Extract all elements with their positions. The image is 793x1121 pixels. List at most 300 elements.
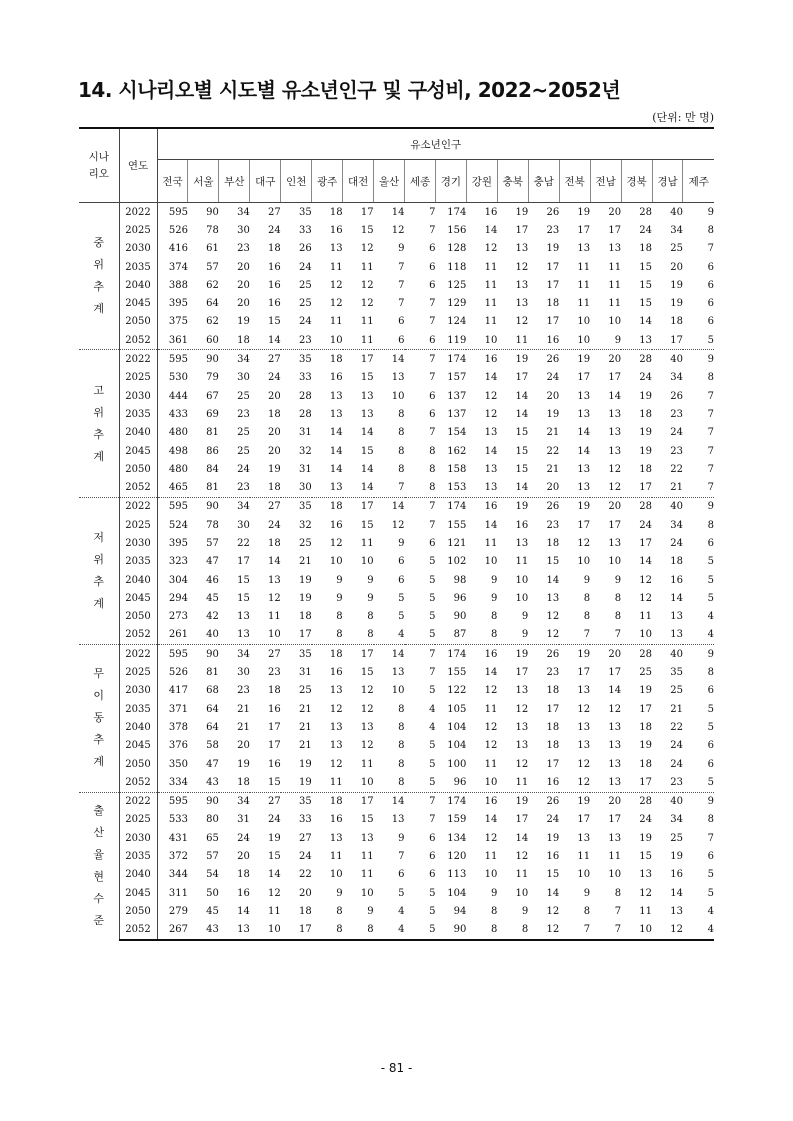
scenario-char: 계 <box>93 596 105 610</box>
value-cell: 174 <box>435 792 466 811</box>
page-title: 14. 시나리오별 시도별 유소년인구 및 구성비, 2022~2052년 <box>78 78 621 102</box>
value-cell: 10 <box>621 921 652 940</box>
value-cell: 6 <box>398 316 405 328</box>
scenario-char: 무 <box>93 667 105 681</box>
value-cell: 14 <box>374 497 405 516</box>
value-cell: 34 <box>219 497 250 516</box>
value-cell: 21 <box>298 740 312 752</box>
value-cell: 57 <box>206 261 219 273</box>
value-cell: 96 <box>453 776 467 788</box>
value-cell: 8 <box>614 887 622 899</box>
region-header-cell: 울산 <box>374 160 405 203</box>
value-cell: 13 <box>329 832 343 844</box>
value-cell: 19 <box>497 203 528 222</box>
value-cell: 20 <box>546 482 560 494</box>
value-cell: 19 <box>268 832 281 844</box>
value-cell: 7 <box>405 497 436 516</box>
value-cell: 32 <box>298 445 312 457</box>
value-cell: 118 <box>447 261 467 273</box>
value-cell: 21 <box>670 703 683 715</box>
value-cell: 8 <box>398 703 405 715</box>
value-cell: 6 <box>707 279 714 291</box>
value-cell: 10 <box>484 869 498 881</box>
value-cell: 154 <box>447 427 467 439</box>
table-row <box>79 811 714 829</box>
table-row <box>79 478 714 497</box>
value-cell: 19 <box>559 350 590 369</box>
value-cell: 12 <box>515 703 529 715</box>
value-cell: 35 <box>670 667 683 679</box>
value-cell: 8 <box>398 740 405 752</box>
value-cell: 14 <box>360 427 374 439</box>
value-cell: 14 <box>515 390 529 402</box>
value-cell: 28 <box>621 645 652 664</box>
value-cell: 17 <box>639 703 652 715</box>
value-cell: 62 <box>206 279 219 291</box>
value-cell: 13 <box>484 463 498 475</box>
year-cell: 2035 <box>119 553 157 571</box>
value-cell: 595 <box>157 203 188 222</box>
value-cell: 18 <box>639 758 652 770</box>
value-cell: 19 <box>497 497 528 516</box>
region-header-cell: 경북 <box>621 160 652 203</box>
value-cell: 8 <box>490 611 498 623</box>
value-cell: 378 <box>168 721 188 733</box>
value-cell: 524 <box>168 519 188 531</box>
value-cell: 14 <box>484 667 498 679</box>
value-cell: 19 <box>639 445 652 457</box>
value-cell: 162 <box>447 445 467 457</box>
value-cell: 595 <box>157 645 188 664</box>
value-cell: 24 <box>670 740 683 752</box>
value-cell: 14 <box>374 792 405 811</box>
value-cell: 26 <box>528 645 559 664</box>
value-cell: 16 <box>515 519 529 531</box>
value-cell: 11 <box>484 261 498 273</box>
value-cell: 480 <box>168 463 188 475</box>
value-cell: 60 <box>206 334 219 346</box>
year-cell: 2040 <box>119 571 157 589</box>
value-cell: 17 <box>639 537 652 549</box>
value-cell: 595 <box>157 497 188 516</box>
value-cell: 304 <box>168 574 188 586</box>
year-cell: 2035 <box>119 405 157 423</box>
value-cell: 17 <box>639 482 652 494</box>
value-cell: 12 <box>608 703 622 715</box>
value-cell: 47 <box>206 758 219 770</box>
value-cell: 8 <box>490 905 498 917</box>
region-header-cell: 서울 <box>188 160 219 203</box>
value-cell: 4 <box>374 921 405 940</box>
value-cell: 16 <box>268 261 281 273</box>
value-cell: 395 <box>168 298 188 310</box>
value-cell: 31 <box>298 427 312 439</box>
value-cell: 102 <box>447 556 467 568</box>
value-cell: 17 <box>577 814 591 826</box>
value-cell: 444 <box>168 390 188 402</box>
value-cell: 23 <box>546 519 560 531</box>
value-cell: 8 <box>398 758 405 770</box>
value-cell: 17 <box>343 350 374 369</box>
table-header <box>79 128 714 203</box>
value-cell: 7 <box>707 463 714 475</box>
value-cell: 7 <box>398 298 405 310</box>
value-cell: 6 <box>398 334 405 346</box>
year-cell: 2025 <box>119 516 157 534</box>
value-cell: 155 <box>447 667 467 679</box>
value-cell: 6 <box>707 298 714 310</box>
value-cell: 6 <box>707 685 714 697</box>
value-cell: 13 <box>608 427 622 439</box>
value-cell: 17 <box>608 224 622 236</box>
value-cell: 16 <box>329 224 343 236</box>
value-cell: 5 <box>429 592 436 604</box>
value-cell: 68 <box>206 685 219 697</box>
value-cell: 17 <box>268 740 281 752</box>
value-cell: 13 <box>639 869 652 881</box>
value-cell: 8 <box>312 921 343 940</box>
value-cell: 16 <box>670 574 683 586</box>
value-cell: 174 <box>435 203 466 222</box>
table-row <box>79 240 714 258</box>
scenario-char: 준 <box>93 914 105 928</box>
table-row <box>79 792 714 811</box>
value-cell: 58 <box>206 740 219 752</box>
value-cell: 8 <box>707 814 714 826</box>
region-header-cell: 대전 <box>343 160 374 203</box>
value-cell: 80 <box>206 814 219 826</box>
value-cell: 98 <box>453 574 467 586</box>
value-cell: 20 <box>590 350 621 369</box>
value-cell: 12 <box>546 611 560 623</box>
table-row <box>79 516 714 534</box>
value-cell: 20 <box>298 887 312 899</box>
region-header-cell: 부산 <box>219 160 250 203</box>
table-row <box>79 884 714 902</box>
value-cell: 7 <box>398 261 405 273</box>
value-cell: 5 <box>429 611 436 623</box>
value-cell: 34 <box>219 792 250 811</box>
value-cell: 24 <box>268 224 281 236</box>
value-cell: 67 <box>206 390 219 402</box>
value-cell: 35 <box>281 645 312 664</box>
value-cell: 15 <box>268 776 281 788</box>
value-cell: 18 <box>268 408 281 420</box>
scenario-char: 추 <box>93 280 105 294</box>
value-cell: 8 <box>398 721 405 733</box>
value-cell: 11 <box>608 298 622 310</box>
value-cell: 12 <box>515 261 529 273</box>
value-cell: 28 <box>621 497 652 516</box>
value-cell: 11 <box>360 869 374 881</box>
value-cell: 155 <box>447 519 467 531</box>
value-cell: 7 <box>429 372 436 384</box>
value-cell: 17 <box>515 667 529 679</box>
value-cell: 15 <box>268 316 281 328</box>
value-cell: 7 <box>429 667 436 679</box>
value-cell: 11 <box>360 537 374 549</box>
year-cell: 2052 <box>119 921 157 940</box>
value-cell: 4 <box>707 629 714 641</box>
table-row <box>79 921 714 940</box>
value-cell: 12 <box>360 243 374 255</box>
value-cell: 10 <box>577 556 591 568</box>
value-cell: 23 <box>237 408 250 420</box>
value-cell: 11 <box>484 851 498 863</box>
year-cell: 2022 <box>119 645 157 664</box>
value-cell: 27 <box>298 832 312 844</box>
value-cell: 30 <box>237 224 250 236</box>
value-cell: 9 <box>683 645 714 664</box>
value-cell: 104 <box>447 740 467 752</box>
value-cell: 50 <box>206 887 219 899</box>
value-cell: 21 <box>237 703 250 715</box>
value-cell: 17 <box>577 519 591 531</box>
value-cell: 19 <box>639 390 652 402</box>
value-cell: 25 <box>237 390 250 402</box>
value-cell: 21 <box>298 556 312 568</box>
value-cell: 14 <box>329 427 343 439</box>
value-cell: 267 <box>157 921 188 940</box>
value-cell: 10 <box>391 685 405 697</box>
value-cell: 5 <box>429 685 436 697</box>
value-cell: 18 <box>237 869 250 881</box>
value-cell: 30 <box>298 482 312 494</box>
value-cell: 10 <box>608 556 622 568</box>
value-cell: 15 <box>546 556 560 568</box>
value-cell: 81 <box>206 427 219 439</box>
value-cell: 4 <box>398 905 405 917</box>
value-cell: 19 <box>237 758 250 770</box>
year-cell: 2022 <box>119 497 157 516</box>
value-cell: 9 <box>367 574 374 586</box>
value-cell: 65 <box>206 832 219 844</box>
value-cell: 81 <box>206 667 219 679</box>
value-cell: 57 <box>206 537 219 549</box>
value-cell: 8 <box>614 592 622 604</box>
value-cell: 24 <box>237 832 250 844</box>
value-cell: 526 <box>168 667 188 679</box>
value-cell: 21 <box>298 721 312 733</box>
value-cell: 15 <box>360 372 374 384</box>
value-cell: 96 <box>453 592 467 604</box>
value-cell: 9 <box>521 611 529 623</box>
value-cell: 7 <box>405 203 436 222</box>
value-cell: 12 <box>329 537 343 549</box>
value-cell: 13 <box>515 537 529 549</box>
value-cell: 12 <box>639 574 652 586</box>
value-cell: 12 <box>391 519 405 531</box>
value-cell: 6 <box>398 869 405 881</box>
value-cell: 12 <box>484 243 498 255</box>
value-cell: 7 <box>707 427 714 439</box>
value-cell: 90 <box>453 611 467 623</box>
value-cell: 27 <box>250 350 281 369</box>
value-cell: 11 <box>577 279 591 291</box>
value-cell: 90 <box>188 350 219 369</box>
table-row <box>79 829 714 847</box>
value-cell: 84 <box>206 463 219 475</box>
value-cell: 13 <box>577 390 591 402</box>
value-cell: 16 <box>329 814 343 826</box>
value-cell: 14 <box>374 350 405 369</box>
value-cell: 16 <box>466 792 497 811</box>
value-cell: 6 <box>429 869 436 881</box>
year-cell: 2035 <box>119 847 157 865</box>
value-cell: 13 <box>237 611 250 623</box>
value-cell: 19 <box>639 427 652 439</box>
value-cell: 16 <box>268 279 281 291</box>
value-cell: 13 <box>329 408 343 420</box>
value-cell: 113 <box>447 869 467 881</box>
value-cell: 34 <box>219 645 250 664</box>
table-row <box>79 460 714 478</box>
value-cell: 18 <box>298 905 312 917</box>
value-cell: 11 <box>484 298 498 310</box>
value-cell: 24 <box>546 814 560 826</box>
table-row <box>79 718 714 736</box>
value-cell: 25 <box>670 685 683 697</box>
value-cell: 8 <box>429 463 436 475</box>
value-cell: 17 <box>343 792 374 811</box>
scenario-char: 계 <box>93 302 105 316</box>
value-cell: 6 <box>429 279 436 291</box>
value-cell: 13 <box>237 629 250 641</box>
value-cell: 4 <box>707 611 714 623</box>
value-cell: 27 <box>250 203 281 222</box>
value-cell: 125 <box>447 279 467 291</box>
value-cell: 15 <box>639 298 652 310</box>
region-header-cell: 인천 <box>281 160 312 203</box>
table-row <box>79 847 714 865</box>
year-cell: 2050 <box>119 755 157 773</box>
value-cell: 8 <box>398 463 405 475</box>
value-cell: 21 <box>237 721 250 733</box>
value-cell: 8 <box>707 224 714 236</box>
year-cell: 2045 <box>119 737 157 755</box>
value-cell: 13 <box>391 814 405 826</box>
value-cell: 8 <box>398 427 405 439</box>
value-cell: 12 <box>484 721 498 733</box>
value-cell: 344 <box>168 869 188 881</box>
value-cell: 28 <box>298 408 312 420</box>
value-cell: 6 <box>429 261 436 273</box>
value-cell: 13 <box>608 721 622 733</box>
value-cell: 4 <box>398 629 405 641</box>
value-cell: 323 <box>168 556 188 568</box>
value-cell: 14 <box>268 556 281 568</box>
year-cell: 2050 <box>119 608 157 626</box>
value-cell: 18 <box>237 334 250 346</box>
value-cell: 19 <box>639 740 652 752</box>
value-cell: 10 <box>360 776 374 788</box>
value-cell: 395 <box>168 537 188 549</box>
value-cell: 14 <box>515 482 529 494</box>
value-cell: 18 <box>268 243 281 255</box>
value-cell: 371 <box>168 703 188 715</box>
scenario-cell <box>79 497 119 644</box>
region-header-cell: 경기 <box>435 160 466 203</box>
value-cell: 10 <box>391 390 405 402</box>
value-cell: 18 <box>298 611 312 623</box>
table-row <box>79 571 714 589</box>
value-cell: 5 <box>707 887 714 899</box>
value-cell: 12 <box>577 758 591 770</box>
value-cell: 13 <box>670 905 683 917</box>
year-cell: 2030 <box>119 387 157 405</box>
value-cell: 13 <box>515 298 529 310</box>
value-cell: 17 <box>546 261 560 273</box>
value-cell: 9 <box>521 629 529 641</box>
value-cell: 10 <box>329 556 343 568</box>
header-year: 연도 <box>119 128 157 203</box>
value-cell: 13 <box>329 721 343 733</box>
value-cell: 15 <box>515 463 529 475</box>
value-cell: 159 <box>447 814 467 826</box>
value-cell: 8 <box>707 519 714 531</box>
value-cell: 47 <box>206 556 219 568</box>
value-cell: 14 <box>639 556 652 568</box>
value-cell: 20 <box>237 740 250 752</box>
value-cell: 13 <box>670 629 683 641</box>
value-cell: 104 <box>447 887 467 899</box>
value-cell: 22 <box>670 463 683 475</box>
value-cell: 10 <box>360 887 374 899</box>
value-cell: 8 <box>614 611 622 623</box>
value-cell: 11 <box>515 334 529 346</box>
value-cell: 14 <box>329 463 343 475</box>
value-cell: 17 <box>577 224 591 236</box>
value-cell: 40 <box>206 629 219 641</box>
value-cell: 11 <box>608 261 622 273</box>
value-cell: 64 <box>206 298 219 310</box>
value-cell: 5 <box>707 556 714 568</box>
value-cell: 12 <box>528 921 559 940</box>
scenario-char: 동 <box>93 711 105 725</box>
value-cell: 20 <box>590 497 621 516</box>
value-cell: 7 <box>707 832 714 844</box>
value-cell: 14 <box>374 645 405 664</box>
year-cell: 2050 <box>119 313 157 331</box>
value-cell: 5 <box>429 758 436 770</box>
value-cell: 13 <box>515 740 529 752</box>
value-cell: 17 <box>281 921 312 940</box>
value-cell: 23 <box>546 224 560 236</box>
value-cell: 7 <box>707 243 714 255</box>
value-cell: 18 <box>312 497 343 516</box>
value-cell: 25 <box>639 667 652 679</box>
value-cell: 124 <box>447 316 467 328</box>
value-cell: 14 <box>577 427 591 439</box>
value-cell: 19 <box>546 832 560 844</box>
value-cell: 10 <box>515 574 529 586</box>
value-cell: 12 <box>577 703 591 715</box>
table-row <box>79 589 714 607</box>
value-cell: 12 <box>484 390 498 402</box>
value-cell: 18 <box>546 721 560 733</box>
value-cell: 7 <box>614 905 622 917</box>
value-cell: 42 <box>206 611 219 623</box>
value-cell: 20 <box>237 298 250 310</box>
value-cell: 9 <box>336 887 343 899</box>
value-cell: 20 <box>237 851 250 863</box>
table-row <box>79 608 714 626</box>
value-cell: 20 <box>670 261 683 273</box>
value-cell: 28 <box>621 792 652 811</box>
value-cell: 18 <box>670 316 683 328</box>
value-cell: 19 <box>298 758 312 770</box>
region-header-cell: 세종 <box>405 160 436 203</box>
